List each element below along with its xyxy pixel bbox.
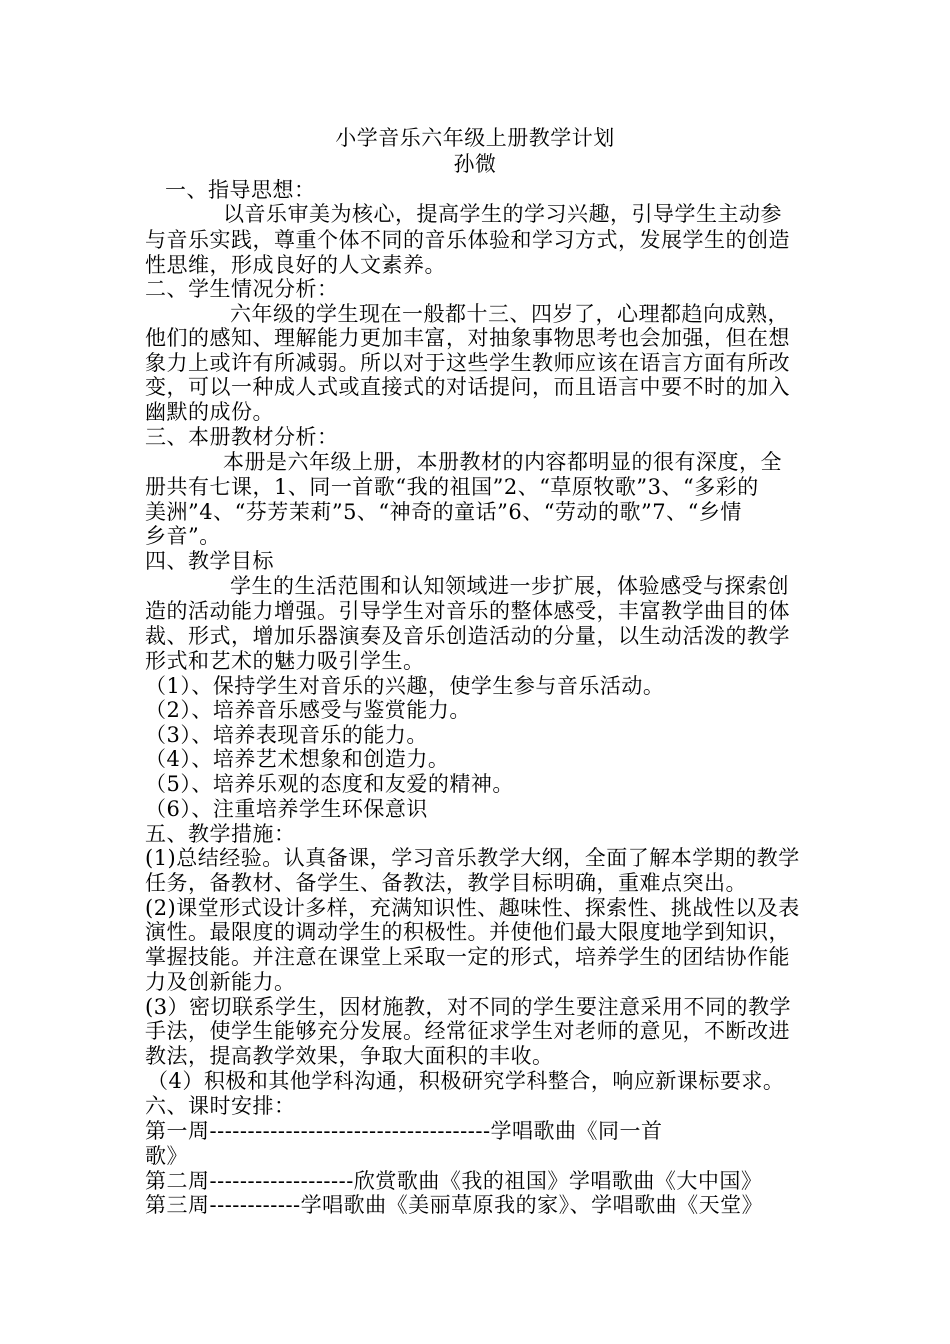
body-line: 演性。最限度的调动学生的积极性。并使他们最大限度地学到知识， bbox=[145, 920, 790, 944]
body-line: 第一周-------------------------------------学唱歌曲《同一首 bbox=[145, 1119, 663, 1143]
body-line: 性思维，形成良好的人文素养。 bbox=[145, 253, 446, 277]
body-line: （5）、培养乐观的态度和友爱的精神。 bbox=[145, 772, 514, 796]
body-line: 任务，备教材、备学生、备教法，教学目标明确，重难点突出。 bbox=[145, 871, 747, 895]
body-line: 三、本册教材分析： bbox=[145, 425, 339, 449]
body-line: （1）、保持学生对音乐的兴趣，使学生参与音乐活动。 bbox=[145, 674, 665, 698]
body-line: 册共有七课，1、同一首歌“我的祖国”2、“草原牧歌”3、“多彩的 bbox=[145, 475, 759, 499]
body-line: 造的活动能力增强。引导学生对音乐的整体感受，丰富教学曲目的体 bbox=[145, 599, 790, 623]
body-line: （3）、培养表现音乐的能力。 bbox=[145, 723, 428, 747]
body-line: 他们的感知、理解能力更加丰富，对抽象事物思考也会加强，但在想 bbox=[145, 326, 790, 350]
body-line: (1)总结经验。认真备课，学习音乐教学大纲，全面了解本学期的教学 bbox=[145, 846, 800, 870]
body-line: （4）积极和其他学科沟通，积极研究学科整合，响应新课标要求。 bbox=[147, 1069, 785, 1093]
body-line: 与音乐实践，尊重个体不同的音乐体验和学习方式，发展学生的创造 bbox=[145, 228, 790, 252]
body-line: 二、学生情况分析： bbox=[145, 277, 339, 301]
body-line: 裁、形式，增加乐器演奏及音乐创造活动的分量，以生动活泼的教学 bbox=[145, 624, 790, 648]
body-line: 本册是六年级上册，本册教材的内容都明显的很有深度，全 bbox=[223, 450, 782, 474]
body-line: (2)课堂形式设计多样，充满知识性、趣味性、探索性、挑战性以及表 bbox=[145, 896, 800, 920]
body-line: 第三周------------学唱歌曲《美丽草原我的家》、学唱歌曲《天堂》 bbox=[145, 1193, 764, 1217]
body-line: 学生的生活范围和认知领域进一步扩展，体验感受与探索创 bbox=[230, 574, 789, 598]
body-line: 手法，使学生能够充分发展。经常征求学生对老师的意见，不断改进 bbox=[145, 1019, 790, 1043]
body-line: (3）密切联系学生，因材施教，对不同的学生要注意采用不同的教学 bbox=[145, 995, 792, 1019]
body-line: 美洲”4、“芬芳茉莉”5、“神奇的童话”6、“劳动的歌”7、“乡情 bbox=[145, 500, 742, 524]
body-line: 幽默的成份。 bbox=[145, 400, 274, 424]
body-line: 以音乐审美为核心，提高学生的学习兴趣，引导学生主动参 bbox=[223, 202, 782, 226]
body-line: 教法，提高教学效果，争取大面积的丰收。 bbox=[145, 1044, 554, 1068]
body-line: 形式和艺术的魅力吸引学生。 bbox=[145, 649, 425, 673]
body-line: 乡音”。 bbox=[145, 524, 221, 548]
body-line: （4）、培养艺术想象和创造力。 bbox=[145, 747, 450, 771]
body-line: （2）、培养音乐感受与鉴赏能力。 bbox=[145, 698, 471, 722]
body-line: 变，可以一种成人式或直接式的对话提问，而且语言中要不时的加入 bbox=[145, 375, 790, 399]
body-line: 掌握技能。并注意在课堂上采取一定的形式，培养学生的团结协作能 bbox=[145, 945, 790, 969]
document-author: 孙微 bbox=[453, 152, 497, 176]
body-line: 第二周-------------------欣赏歌曲《我的祖国》学唱歌曲《大中国》 bbox=[145, 1169, 763, 1193]
body-line: 力及创新能力。 bbox=[145, 970, 296, 994]
body-line: 六、课时安排： bbox=[145, 1094, 296, 1118]
body-line: 六年级的学生现在一般都十三、四岁了，心理都趋向成熟， bbox=[230, 302, 789, 326]
body-line: 歌》 bbox=[145, 1144, 188, 1168]
body-line: 五、教学措施： bbox=[145, 822, 296, 846]
body-line: 象力上或许有所减弱。所以对于这些学生教师应该在语言方面有所改 bbox=[145, 351, 790, 375]
body-line: 四、教学目标 bbox=[145, 549, 274, 573]
document-title: 小学音乐六年级上册教学计划 bbox=[335, 126, 615, 150]
body-line: 一、指导思想： bbox=[165, 178, 316, 202]
body-line: （6）、注重培养学生环保意识 bbox=[145, 797, 428, 821]
